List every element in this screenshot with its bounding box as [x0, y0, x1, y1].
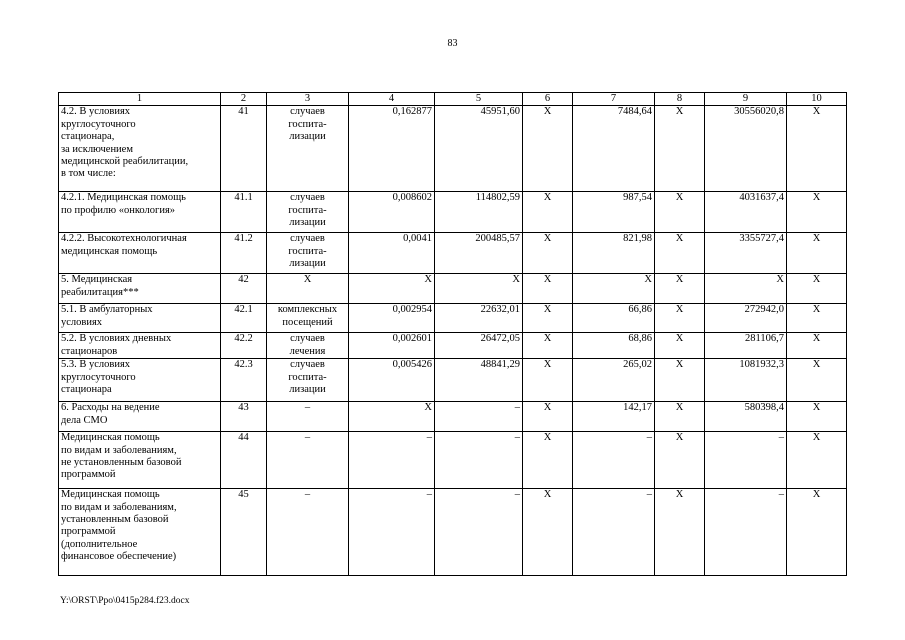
cell-col-1: 4.2. В условиях круглосуточного стационара, за исключением медицинской реабилитации, в том числе: — [59, 106, 221, 192]
cell-col-4: Х — [349, 402, 435, 432]
cell-col-7: 142,17 — [573, 402, 655, 432]
cell-col-4: 0,005426 — [349, 359, 435, 402]
cell-col-9: 1081932,3 — [705, 359, 787, 402]
cell-col-2: 41.2 — [221, 233, 267, 274]
cell-col-2: 42.1 — [221, 304, 267, 333]
cell-col-4: 0,162877 — [349, 106, 435, 192]
cell-col-3: случаев лечения — [267, 333, 349, 359]
cell-col-2: 42 — [221, 274, 267, 304]
cell-col-8: Х — [655, 432, 705, 489]
cell-col-10: Х — [787, 304, 847, 333]
cell-col-4: – — [349, 432, 435, 489]
cell-col-2: 43 — [221, 402, 267, 432]
table-row — [59, 402, 847, 432]
cell-col-2: 44 — [221, 432, 267, 489]
cell-col-6: Х — [523, 489, 573, 576]
cell-col-6: Х — [523, 333, 573, 359]
cell-col-6: Х — [523, 304, 573, 333]
cell-col-2: 42.2 — [221, 333, 267, 359]
cell-col-8: Х — [655, 489, 705, 576]
cell-col-3: – — [267, 489, 349, 576]
cell-col-6: Х — [523, 359, 573, 402]
cell-col-9: 281106,7 — [705, 333, 787, 359]
cell-col-1: 5.2. В условиях дневных стационаров — [59, 333, 221, 359]
cell-col-7: – — [573, 432, 655, 489]
cell-col-1: 5. Медицинская реабилитация*** — [59, 274, 221, 304]
cell-col-5: – — [435, 432, 523, 489]
cell-col-4: 0,002954 — [349, 304, 435, 333]
cell-col-2: 41.1 — [221, 192, 267, 233]
cell-col-3: – — [267, 432, 349, 489]
cell-col-5: Х — [435, 274, 523, 304]
cell-col-8: Х — [655, 274, 705, 304]
cell-col-5: 22632,01 — [435, 304, 523, 333]
cell-col-3: случаев госпита- лизации — [267, 233, 349, 274]
cell-col-5: 45951,60 — [435, 106, 523, 192]
header-cell: 9 — [705, 93, 787, 106]
page-number: 83 — [447, 38, 458, 49]
cell-col-6: Х — [523, 402, 573, 432]
cell-col-2: 45 — [221, 489, 267, 576]
cell-col-10: Х — [787, 274, 847, 304]
data-table — [58, 92, 847, 576]
cell-col-8: Х — [655, 233, 705, 274]
cell-col-4: Х — [349, 274, 435, 304]
table-row — [59, 274, 847, 304]
table-row — [59, 192, 847, 233]
table-row — [59, 359, 847, 402]
cell-col-3: Х — [267, 274, 349, 304]
cell-col-5: 26472,05 — [435, 333, 523, 359]
header-cell: 2 — [221, 93, 267, 106]
cell-col-2: 42.3 — [221, 359, 267, 402]
cell-col-7: Х — [573, 274, 655, 304]
cell-col-10: Х — [787, 402, 847, 432]
cell-col-4: 0,008602 — [349, 192, 435, 233]
cell-col-8: Х — [655, 106, 705, 192]
cell-col-4: 0,0041 — [349, 233, 435, 274]
cell-col-10: Х — [787, 192, 847, 233]
cell-col-1: Медицинская помощь по видам и заболеваниям, установленным базовой программой (дополнительное финансовое обеспечение) — [59, 489, 221, 576]
cell-col-6: Х — [523, 106, 573, 192]
cell-col-5: – — [435, 489, 523, 576]
cell-col-7: 265,02 — [573, 359, 655, 402]
cell-col-6: Х — [523, 432, 573, 489]
cell-col-8: Х — [655, 304, 705, 333]
cell-col-10: Х — [787, 333, 847, 359]
cell-col-8: Х — [655, 333, 705, 359]
cell-col-3: комплексных посещений — [267, 304, 349, 333]
header-cell: 4 — [349, 93, 435, 106]
cell-col-7: 821,98 — [573, 233, 655, 274]
header-cell: 6 — [523, 93, 573, 106]
cell-col-5: 114802,59 — [435, 192, 523, 233]
cell-col-8: Х — [655, 192, 705, 233]
cell-col-7: 66,86 — [573, 304, 655, 333]
cell-col-4: – — [349, 489, 435, 576]
cell-col-6: Х — [523, 233, 573, 274]
cell-col-3: случаев госпита- лизации — [267, 106, 349, 192]
table-row — [59, 233, 847, 274]
cell-col-9: – — [705, 432, 787, 489]
cell-col-1: 4.2.2. Высокотехнологичная медицинская помощь — [59, 233, 221, 274]
cell-col-10: Х — [787, 489, 847, 576]
cell-col-3: случаев госпита- лизации — [267, 359, 349, 402]
cell-col-2: 41 — [221, 106, 267, 192]
cell-col-10: Х — [787, 359, 847, 402]
cell-col-1: Медицинская помощь по видам и заболеваниям, не установленным базовой программой — [59, 432, 221, 489]
table-row — [59, 106, 847, 192]
cell-col-9: 580398,4 — [705, 402, 787, 432]
cell-col-9: – — [705, 489, 787, 576]
cell-col-9: Х — [705, 274, 787, 304]
header-cell: 8 — [655, 93, 705, 106]
cell-col-8: Х — [655, 402, 705, 432]
header-cell: 7 — [573, 93, 655, 106]
cell-col-1: 6. Расходы на ведение дела СМО — [59, 402, 221, 432]
table-row — [59, 432, 847, 489]
cell-col-3: случаев госпита- лизации — [267, 192, 349, 233]
table-row — [59, 489, 847, 576]
cell-col-8: Х — [655, 359, 705, 402]
header-cell: 5 — [435, 93, 523, 106]
cell-col-6: Х — [523, 192, 573, 233]
table-row — [59, 333, 847, 359]
cell-col-1: 4.2.1. Медицинская помощь по профилю «онкология» — [59, 192, 221, 233]
cell-col-1: 5.3. В условиях круглосуточного стационара — [59, 359, 221, 402]
cell-col-7: 68,86 — [573, 333, 655, 359]
cell-col-5: 200485,57 — [435, 233, 523, 274]
header-cell: 3 — [267, 93, 349, 106]
cell-col-10: Х — [787, 106, 847, 192]
cell-col-7: 987,54 — [573, 192, 655, 233]
cell-col-10: Х — [787, 432, 847, 489]
cell-col-1: 5.1. В амбулаторных условиях — [59, 304, 221, 333]
cell-col-7: – — [573, 489, 655, 576]
cell-col-9: 3355727,4 — [705, 233, 787, 274]
cell-col-7: 7484,64 — [573, 106, 655, 192]
cell-col-4: 0,002601 — [349, 333, 435, 359]
file-path-footer: Y:\ORST\Ppo\0415p284.f23.docx — [60, 596, 190, 606]
header-row — [59, 93, 847, 106]
table-row — [59, 304, 847, 333]
cell-col-9: 30556020,8 — [705, 106, 787, 192]
cell-col-10: Х — [787, 233, 847, 274]
cell-col-9: 272942,0 — [705, 304, 787, 333]
header-cell: 10 — [787, 93, 847, 106]
cell-col-6: Х — [523, 274, 573, 304]
cell-col-3: – — [267, 402, 349, 432]
header-cell: 1 — [59, 93, 221, 106]
cell-col-5: – — [435, 402, 523, 432]
cell-col-9: 4031637,4 — [705, 192, 787, 233]
cell-col-5: 48841,29 — [435, 359, 523, 402]
